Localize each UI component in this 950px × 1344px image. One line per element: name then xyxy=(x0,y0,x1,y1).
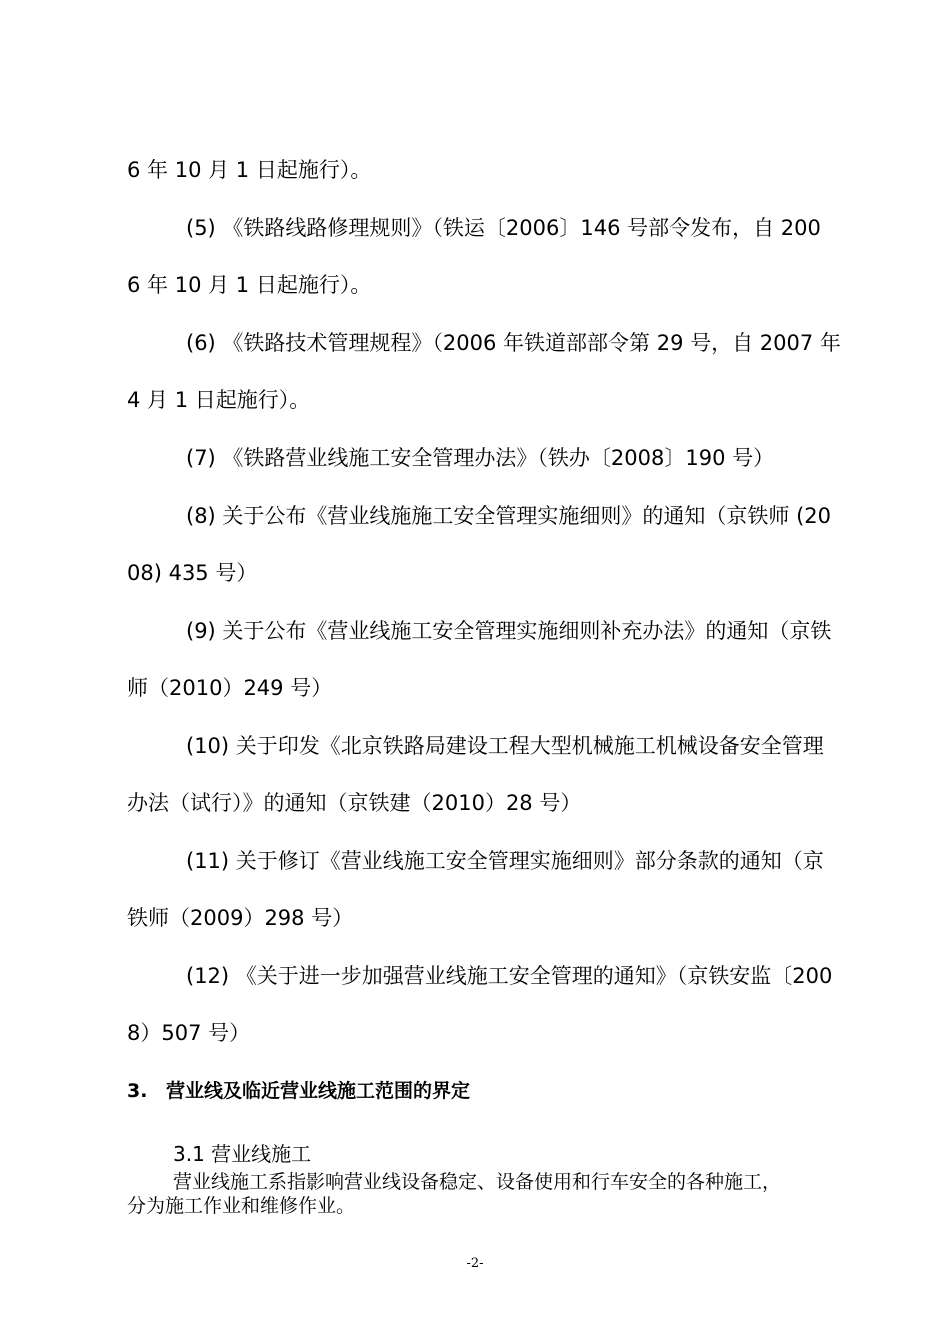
reference-item-12: (12) 《关于进一步加强营业线施工安全管理的通知》（京铁安监〔200 xyxy=(186,964,833,988)
reference-item-7: (7) 《铁路营业线施工安全管理办法》（铁办〔2008〕190 号） xyxy=(186,446,775,470)
reference-item-8: (8) 关于公布《营业线施施工安全管理实施细则》的通知（京铁师 (20 xyxy=(186,504,832,528)
subsection-title: 3.1 营业线施工 xyxy=(173,1142,312,1166)
reference-line: 师（2010）249 号） xyxy=(127,676,333,700)
reference-item-11: (11) 关于修订《营业线施工安全管理实施细则》部分条款的通知（京 xyxy=(186,849,824,873)
page-number: -2- xyxy=(466,1256,484,1271)
section-number: 3. xyxy=(127,1080,148,1102)
reference-item-5: (5) 《铁路线路修理规则》（铁运〔2006〕146 号部令发布，自 200 xyxy=(186,216,821,240)
reference-line: 4 月 1 日起施行）。 xyxy=(127,388,311,412)
reference-item-6: (6) 《铁路技术管理规程》（2006 年铁道部部令第 29 号，自 2007 年 xyxy=(186,331,841,355)
paragraph-line: 分为施工作业和维修作业。 xyxy=(127,1195,356,1217)
reference-line: 6 年 10 月 1 日起施行）。 xyxy=(127,273,372,297)
reference-line: 办法（试行）》的通知（京铁建（2010）28 号） xyxy=(127,791,582,815)
reference-item-10: (10) 关于印发《北京铁路局建设工程大型机械施工机械设备安全管理 xyxy=(186,734,824,758)
paragraph-line: 营业线施工系指影响营业线设备稳定、设备使用和行车安全的各种施工， xyxy=(173,1171,782,1193)
reference-line: 08) 435 号） xyxy=(127,561,258,585)
reference-line: 8）507 号） xyxy=(127,1021,251,1045)
reference-line: 铁师（2009）298 号） xyxy=(127,906,354,930)
section-title: 营业线及临近营业线施工范围的界定 xyxy=(166,1080,471,1102)
reference-line: 6 年 10 月 1 日起施行）。 xyxy=(127,158,372,182)
reference-item-9: (9) 关于公布《营业线施工安全管理实施细则补充办法》的通知（京铁 xyxy=(186,619,832,643)
